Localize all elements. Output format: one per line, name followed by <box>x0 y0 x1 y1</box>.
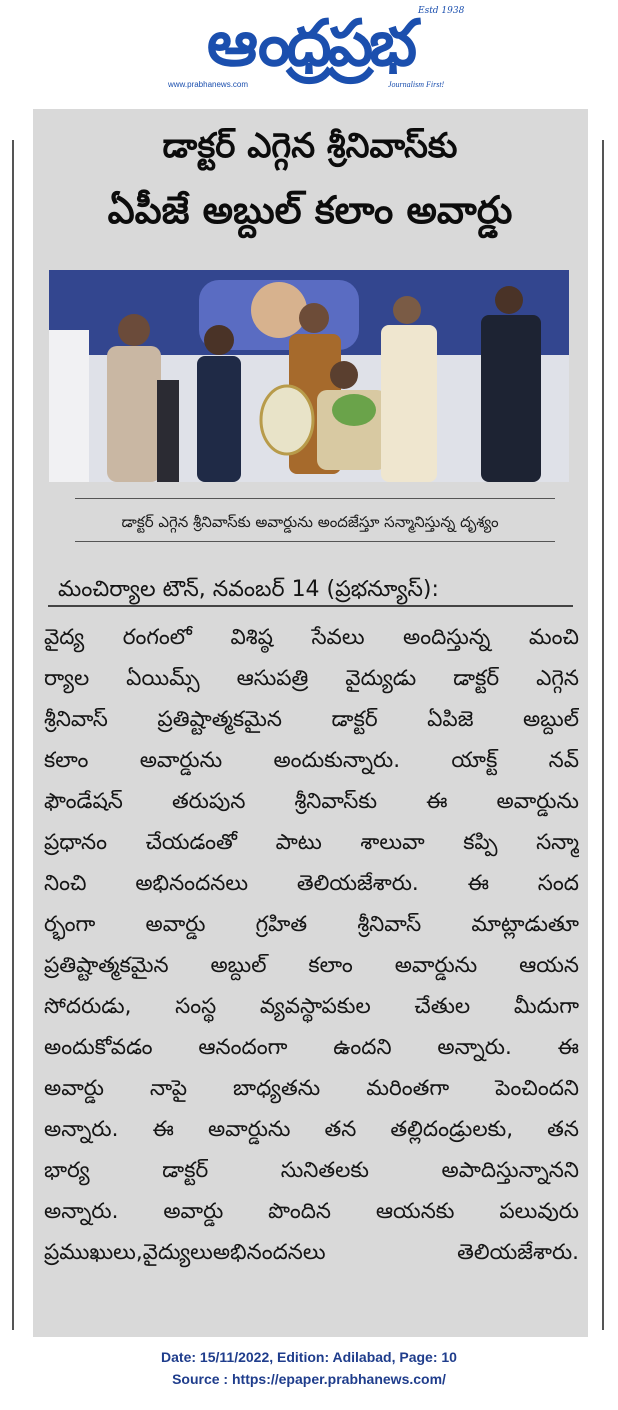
footer-date-edition: Date: 15/11/2022, Edition: Adilabad, Page: 10 <box>161 1349 457 1365</box>
award-ceremony-photo <box>49 270 569 482</box>
body-line: అందుకోవడం ఆనందంగా ఉందని అన్నారు. ఈ <box>44 1035 579 1060</box>
body-line: సోదరుడు, సంస్థ వ్యవస్థాపకుల చేతుల మీదుగా <box>44 994 579 1019</box>
article-dateline: మంచిర్యాల టౌన్, నవంబర్ 14 (ప్రభన్యూస్): <box>58 577 439 602</box>
article-body <box>44 617 579 1273</box>
body-line: అవార్డు నాపై బాధ్యతను మరింతగా పెంచిందని <box>44 1076 579 1101</box>
established-year: Estd 1938 <box>418 6 465 16</box>
body-line: వైద్య రంగంలో విశిష్ఠ సేవలు అందిస్తున్న మంచి <box>44 625 579 650</box>
ceremony-photo-illustration <box>49 270 569 482</box>
left-border-line <box>12 140 14 1330</box>
body-line: ప్రముఖులు,వైద్యులుఅభినందనలు తెలియజేశారు. <box>44 1240 579 1265</box>
caption-rule-bottom <box>75 541 555 542</box>
body-line: అన్నారు. అవార్డు పొందిన ఆయనకు పలువురు <box>44 1199 579 1224</box>
body-line: ర్భంగా అవార్డు గ్రహిత శ్రీనివాస్ మాట్లాడుతూ <box>44 912 579 937</box>
caption-rule-top <box>75 498 555 499</box>
footer-source: Source : https://epaper.prabhanews.com/ <box>172 1371 446 1387</box>
body-line: ప్రతిష్టాత్మకమైన అబ్దుల్ కలాం అవార్డును ఆయన <box>44 953 579 978</box>
body-line: నించి అభినందనలు తెలియజేశారు. ఈ సంద <box>44 871 579 896</box>
body-line: అన్నారు. ఈ అవార్డును తన తల్లిదండ్రులకు, తన <box>44 1117 579 1142</box>
right-border-line <box>602 140 604 1330</box>
body-line: శ్రీనివాస్ ప్రతిష్టాత్మకమైన డాక్టర్ ఏపిజె అబ్దుల్ <box>44 707 579 732</box>
headline-line-2: ఏపీజే అబ్దుల్ కలాం అవార్డు <box>107 188 513 232</box>
body-line: భార్య డాక్టర్ సునితలకు అపాదిస్తున్నానని <box>44 1158 579 1183</box>
photo-caption: డాక్టర్ ఎగ్గెన శ్రీనివాస్‌కు అవార్డును అందజేస్తూ సన్మానిస్తున్న దృశ్యం <box>121 513 499 531</box>
body-line: కలాం అవార్డును అందుకున్నారు. యాక్ట్ నవ్ <box>44 748 579 773</box>
website-url: www.prabhanews.com <box>168 80 249 89</box>
headline-line-1: డాక్టర్ ఎగ్గెన శ్రీనివాస్‌కు <box>162 126 458 166</box>
masthead <box>0 0 618 100</box>
body-line: ప్రధానం చేయడంతో పాటు శాలువా కప్పి సన్మా <box>44 830 579 855</box>
dateline-underline <box>48 605 573 607</box>
body-line: ఫౌండేషన్ తరుపున శ్రీనివాస్‌కు ఈ అవార్డును <box>44 789 579 814</box>
body-line: ర్యాల ఏయిమ్స్ ఆసుపత్రి వైద్యుడు డాక్టర్ ఎగ్గెన <box>44 666 579 691</box>
tagline: Journalism First! <box>388 80 445 89</box>
newspaper-logo: ఆంధ్రప్రభ <box>206 7 414 81</box>
